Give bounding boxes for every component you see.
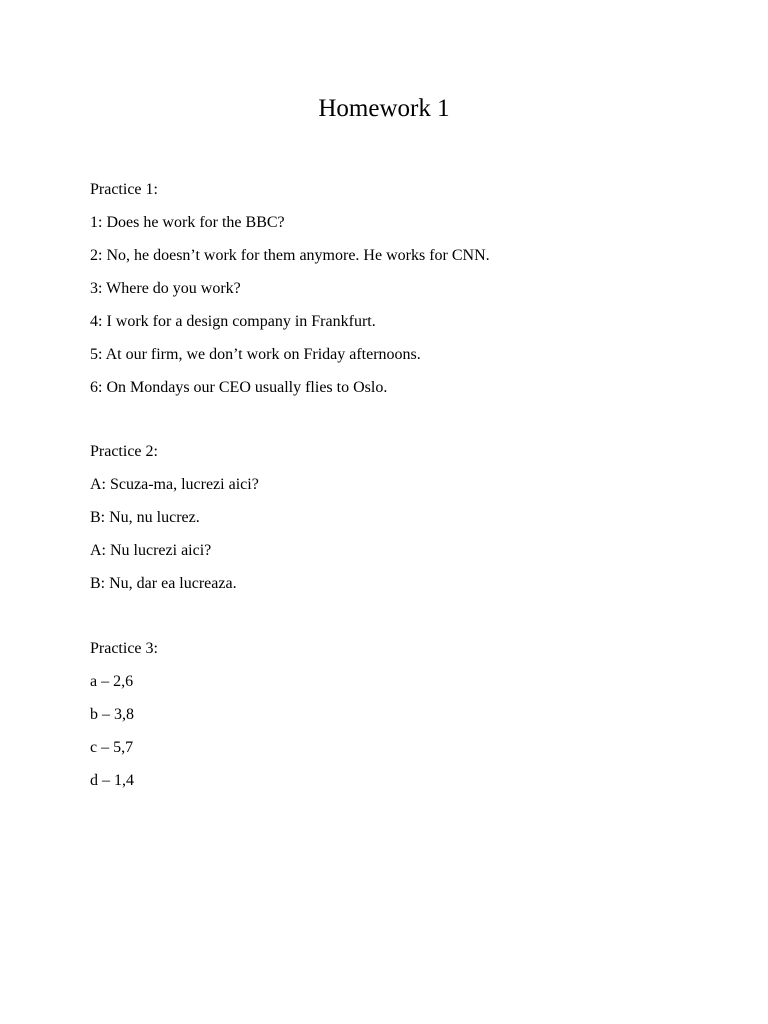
practice-3-section: [90, 632, 730, 797]
exercise-line: 5: At our firm, we don’t work on Friday afternoons.: [90, 346, 421, 363]
section-heading: Practice 2:: [90, 443, 158, 460]
section-heading: Practice 1:: [90, 181, 158, 198]
exercise-line: 4: I work for a design company in Frankfurt.: [90, 313, 376, 330]
page-title: Homework 1: [318, 95, 450, 122]
dialogue-line: A: Nu lucrezi aici?: [90, 542, 212, 559]
answer-line: b – 3,8: [90, 706, 134, 723]
exercise-line: 6: On Mondays our CEO usually flies to Oslo.: [90, 379, 388, 396]
practice-1-section: [90, 173, 730, 404]
answer-line: a – 2,6: [90, 673, 134, 690]
answer-line: c – 5,7: [90, 739, 134, 756]
dialogue-line: A: Scuza-ma, lucrezi aici?: [90, 476, 259, 493]
exercise-line: 3: Where do you work?: [90, 280, 241, 297]
practice-2-section: [90, 435, 730, 600]
dialogue-line: B: Nu, nu lucrez.: [90, 509, 200, 526]
dialogue-line: B: Nu, dar ea lucreaza.: [90, 575, 237, 592]
exercise-line: 2: No, he doesn’t work for them anymore. He works for CNN.: [90, 247, 490, 264]
answer-line: d – 1,4: [90, 772, 134, 789]
exercise-line: 1: Does he work for the BBC?: [90, 214, 285, 231]
section-heading: Practice 3:: [90, 640, 158, 657]
